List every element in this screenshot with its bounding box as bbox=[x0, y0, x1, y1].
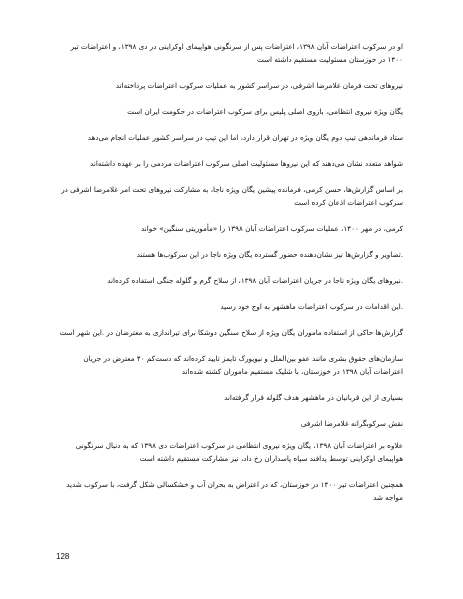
paragraph-9: .نیروهای یگان ویژه ناجا در جریان اعتراضات آبان ۱۳۹۸، از سلاح گرم و گلوله جنگی استفاده کرده‌اند bbox=[107, 276, 403, 285]
paragraph-3: یگان ویژه نیروی انتظامی، بازوی اصلی پلیس برای سرکوب اعتراضات در حکومت ایران است bbox=[127, 107, 403, 116]
paragraph-10: .این اقدامات در سرکوب اعتراضات ماهشهر به اوج خود رسید bbox=[220, 302, 403, 311]
paragraph-5: شواهد متعدد نشان می‌دهند که این نیروها مسئولیت اصلی سرکوب اعتراضات مردمی را بر عهده داشته‌اند bbox=[90, 159, 403, 168]
paragraph-6: بر اساس گزارش‌ها، حسن کرمی، فرمانده پیشین یگان ویژه ناجا، به مشارکت نیروهای تحت امر غلامرضا اشرفی در سرکوب اعتراضات اذعان کرده است bbox=[61, 185, 403, 207]
paragraph-4: ستاد فرماندهی تیپ دوم یگان ویژه در تهران قرار دارد، اما این تیپ در سراسر کشور عملیات انجام می‌دهد bbox=[87, 133, 403, 142]
paragraph-2: نیروهای تحت فرمان غلامرضا اشرفی، در سراسر کشور به عملیات سرکوب اعتراضات پرداخته‌اند bbox=[115, 81, 403, 90]
paragraph-7: کرمی، در مهر ۱۴۰۰، عملیات سرکوب اعتراضات آبان ۱۳۹۸ را «مأموریتی سنگین» خواند bbox=[140, 224, 403, 233]
paragraph-12: سازمان‌های حقوق بشری مانند عفو بین‌الملل و نیویورک تایمز تایید کرده‌اند که دست‌کم ۴۰ معترض در جریان اعتراضات آبان ۱۳۹۸ در خوزستان، با شلیک مستقیم ماموران کشته شده‌اند bbox=[83, 354, 403, 376]
paragraph-8: .تصاویر و گزارش‌ها نیز نشان‌دهنده حضور گسترده یگان ویژه ناجا در این سرکوب‌ها هستند bbox=[136, 250, 403, 259]
paragraph-13: بسیاری از این قربانیان در ماهشهر هدف گلوله قرار گرفته‌اند bbox=[224, 393, 403, 402]
section-heading: نقش سرکوبگرانه غلامرضا اشرفی bbox=[300, 419, 403, 428]
document-body bbox=[56, 40, 403, 517]
page-number: 128 bbox=[56, 552, 70, 561]
paragraph-1: او در سرکوب اعتراضات آبان ۱۳۹۸، اعتراضات پس از سرنگونی هواپیمای اوکراینی در دی ۱۳۹۸، و اعتراضات تیر ۱۴۰۰ در خوزستان مسئولیت مستقیم داشته است bbox=[70, 42, 403, 64]
paragraph-11: گزارش‌ها حاکی از استفاده ماموران یگان ویژه از سلاح سنگین دوشکا برای تیراندازی به معترضان در .این شهر است bbox=[59, 328, 403, 337]
paragraph-15: علاوه بر اعتراضات آبان ۱۳۹۸، یگان ویژه نیروی انتظامی در سرکوب اعتراضات دی ۱۳۹۸ که به دنبال سرنگونی هواپیمای اوکراینی توسط پدافند سپاه پاسداران رخ داد، نیز مشارکت مستقیم داشته است bbox=[75, 441, 403, 463]
paragraph-16: همچنین اعتراضات تیر ۱۴۰۰ در خوزستان، که در اعتراض به بحران آب و خشکسالی شکل گرفت، با سرکوب شدید مواجه شد bbox=[66, 480, 403, 502]
